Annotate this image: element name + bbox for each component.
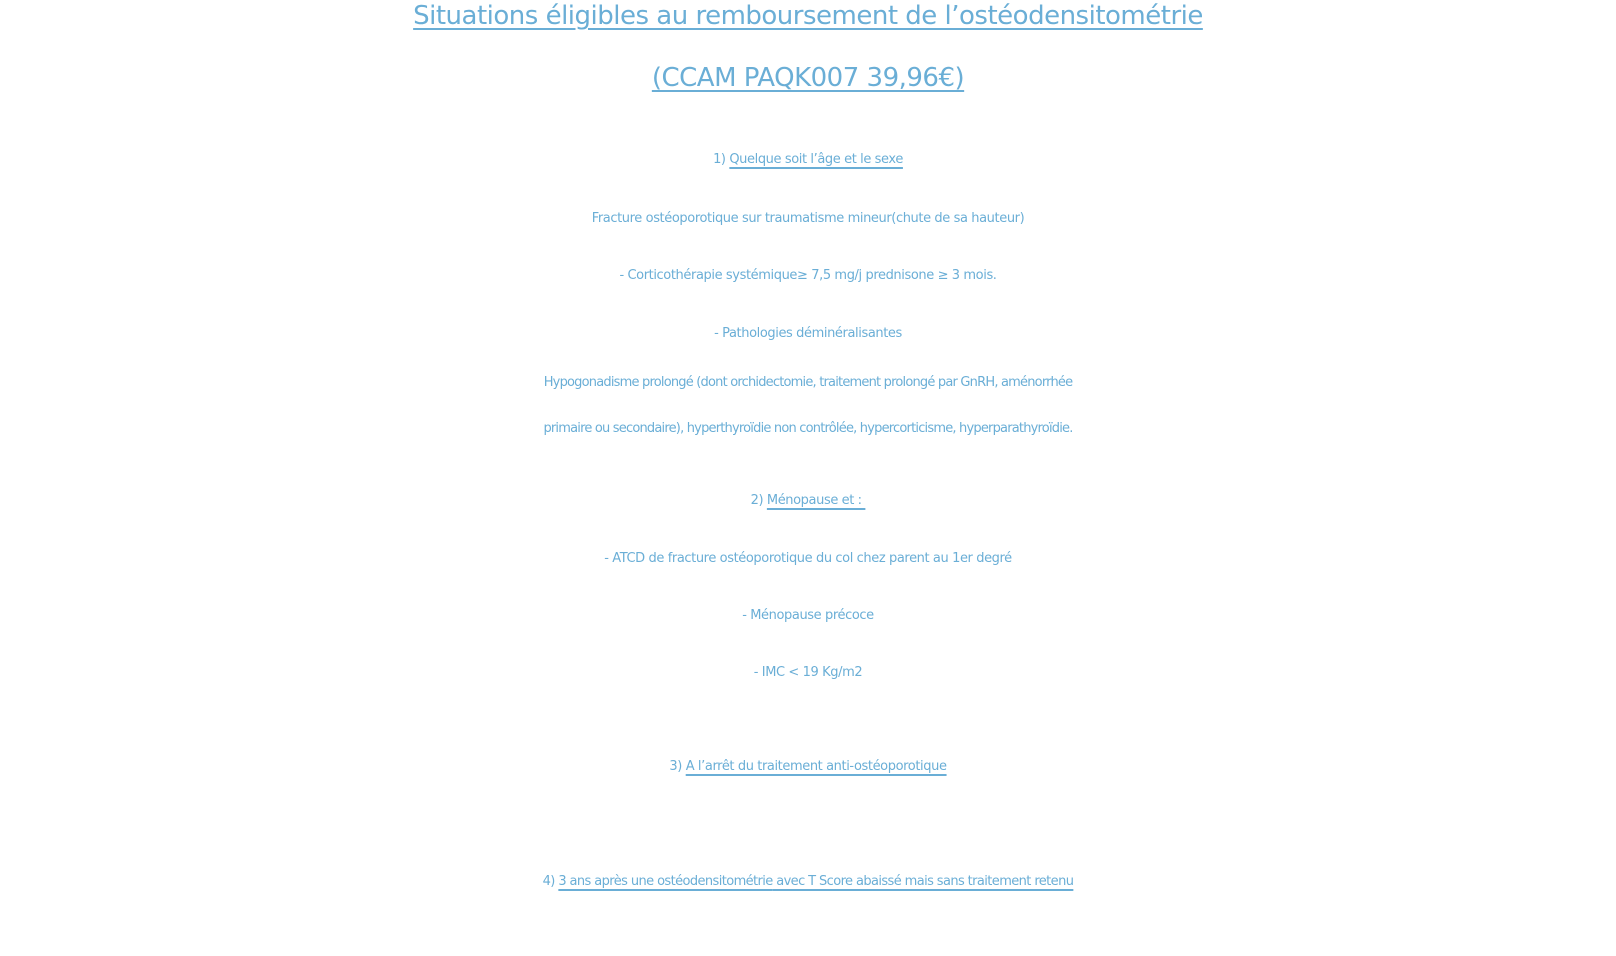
section-1-item-1 bbox=[0, 212, 1616, 227]
section-1-heading bbox=[0, 153, 1616, 168]
section-4-title-word: ostéodensitométrie bbox=[657, 874, 773, 889]
section-2-heading bbox=[0, 494, 1616, 509]
section-1-item-3-text: - Pathologies déminéralisantes bbox=[714, 326, 902, 341]
section-4-title-part-2: avec T Score abaissé mais sans traitement retenu bbox=[772, 874, 1074, 889]
section-2-item-2 bbox=[0, 609, 1616, 624]
section-1-item-1-text: Fracture ostéoporotique sur traumatisme mineur(chute de sa hauteur) bbox=[591, 211, 1025, 226]
section-1-item-2-text: - Corticothérapie systémique≥ 7,5 mg/j prednisone ≥ 3 mois. bbox=[619, 268, 997, 283]
section-1-number: 1) bbox=[713, 152, 726, 167]
title-line-1 bbox=[0, 2, 1616, 32]
section-4-number: 4) bbox=[542, 874, 555, 889]
section-4-title-part-1: 3 ans après une bbox=[558, 874, 658, 889]
section-2-title: Ménopause et : bbox=[766, 493, 866, 508]
section-2-item-2-text: - Ménopause précoce bbox=[742, 608, 874, 623]
section-1-title: Quelque soit l’âge et le sexe bbox=[729, 152, 903, 167]
title-line-2 bbox=[0, 64, 1616, 94]
section-2-item-1-text: - ATCD de fracture ostéoporotique du col chez parent au 1er degré bbox=[604, 551, 1012, 566]
section-3-number: 3) bbox=[669, 759, 682, 774]
section-1-detail-1-text: Hypogonadisme prolongé (dont orchidectomie, traitement prolongé par GnRH, aménorrhée bbox=[543, 375, 1073, 390]
section-3-heading bbox=[0, 760, 1616, 775]
title-text-2: (CCAM PAQK007 39,96€) bbox=[651, 63, 965, 93]
section-4-title bbox=[558, 874, 1073, 889]
section-1-item-2 bbox=[0, 269, 1616, 284]
section-1-detail-2-text: primaire ou secondaire), hyperthyroïdie non contrôlée, hypercorticisme, hyperparathyroïdie. bbox=[543, 421, 1073, 436]
section-2-item-3 bbox=[0, 666, 1616, 681]
title-text-1: Situations éligibles au remboursement de l’ostéodensitométrie bbox=[413, 1, 1203, 31]
section-1-detail-1 bbox=[0, 376, 1616, 391]
section-3-title: A l’arrêt du traitement anti-ostéoporotique bbox=[685, 759, 947, 774]
section-2-number: 2) bbox=[750, 493, 764, 508]
section-4-heading bbox=[0, 875, 1616, 890]
section-2-item-3-text: - IMC < 19 Kg/m2 bbox=[753, 665, 863, 680]
section-1-detail-2 bbox=[0, 422, 1616, 437]
section-2-item-1 bbox=[0, 552, 1616, 567]
section-1-item-3 bbox=[0, 327, 1616, 342]
